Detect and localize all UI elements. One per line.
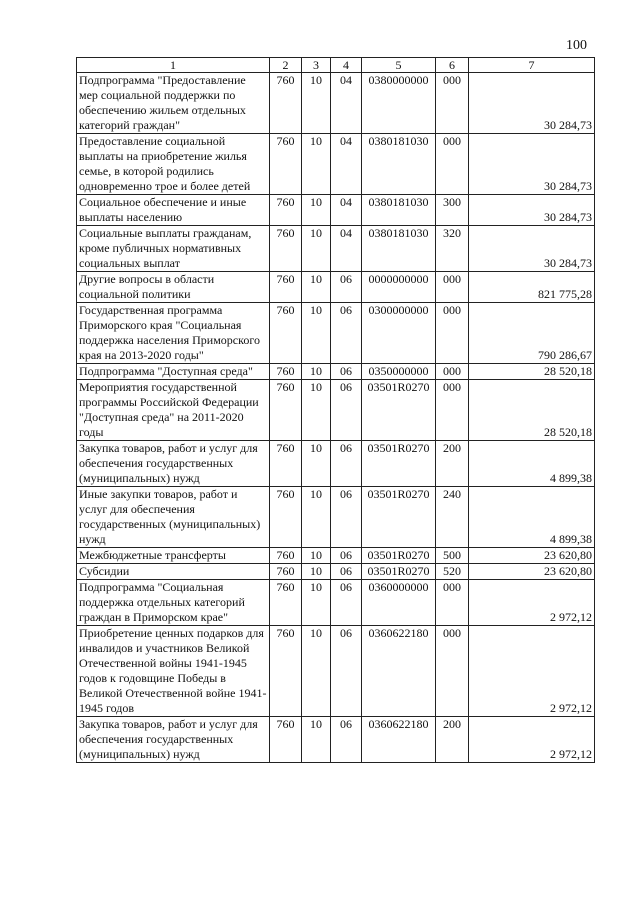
header-col-4: 4	[331, 58, 362, 73]
row-code-subsection: 06	[331, 564, 362, 580]
row-name: Подпрограмма "Доступная среда"	[77, 364, 270, 380]
row-code-expense: 000	[436, 272, 469, 303]
row-name: Социальное обеспечение и иные выплаты населению	[77, 195, 270, 226]
row-code-subsection: 06	[331, 626, 362, 717]
row-code-section: 10	[302, 272, 331, 303]
row-code-admin: 760	[270, 580, 302, 626]
row-code-expense: 000	[436, 380, 469, 441]
row-code-admin: 760	[270, 226, 302, 272]
row-name: Межбюджетные трансферты	[77, 548, 270, 564]
row-amount: 790 286,67	[469, 303, 595, 364]
row-code-target: 0300000000	[362, 303, 436, 364]
table-row	[77, 626, 595, 717]
row-code-target: 03501R0270	[362, 380, 436, 441]
row-code-expense: 000	[436, 364, 469, 380]
row-code-expense: 500	[436, 548, 469, 564]
row-code-admin: 760	[270, 717, 302, 763]
row-code-section: 10	[302, 441, 331, 487]
row-code-section: 10	[302, 134, 331, 195]
row-code-section: 10	[302, 303, 331, 364]
row-code-subsection: 04	[331, 134, 362, 195]
row-name: Приобретение ценных подарков для инвалидов и участников Великой Отечественной войны 1941-1945 годов к годовщине Победы в Великой Отечественной войне 1941-1945 годов	[77, 626, 270, 717]
row-amount: 30 284,73	[469, 134, 595, 195]
row-code-target: 03501R0270	[362, 487, 436, 548]
row-code-target: 0350000000	[362, 364, 436, 380]
row-code-subsection: 04	[331, 73, 362, 134]
row-code-subsection: 06	[331, 364, 362, 380]
row-code-target: 0380000000	[362, 73, 436, 134]
row-code-expense: 000	[436, 134, 469, 195]
row-code-expense: 320	[436, 226, 469, 272]
row-code-admin: 760	[270, 364, 302, 380]
row-code-target: 0000000000	[362, 272, 436, 303]
table-row	[77, 380, 595, 441]
row-code-expense: 000	[436, 303, 469, 364]
row-code-target: 0360622180	[362, 717, 436, 763]
row-code-target: 0360000000	[362, 580, 436, 626]
row-amount: 30 284,73	[469, 195, 595, 226]
row-code-section: 10	[302, 73, 331, 134]
header-col-5: 5	[362, 58, 436, 73]
header-col-3: 3	[302, 58, 331, 73]
page-number: 100	[566, 38, 587, 53]
row-code-section: 10	[302, 226, 331, 272]
budget-table	[76, 57, 595, 763]
row-code-admin: 760	[270, 303, 302, 364]
row-name: Государственная программа Приморского края "Социальная поддержка населения Приморского края на 2013-2020 годы"	[77, 303, 270, 364]
table-row	[77, 717, 595, 763]
table-row	[77, 226, 595, 272]
row-code-expense: 000	[436, 626, 469, 717]
row-code-section: 10	[302, 364, 331, 380]
row-code-section: 10	[302, 548, 331, 564]
row-code-target: 03501R0270	[362, 564, 436, 580]
row-code-subsection: 04	[331, 226, 362, 272]
table-row	[77, 73, 595, 134]
row-code-admin: 760	[270, 626, 302, 717]
row-code-target: 0360622180	[362, 626, 436, 717]
row-code-admin: 760	[270, 195, 302, 226]
row-code-subsection: 06	[331, 487, 362, 548]
header-col-6: 6	[436, 58, 469, 73]
row-code-subsection: 06	[331, 272, 362, 303]
row-code-expense: 200	[436, 441, 469, 487]
row-code-expense: 000	[436, 580, 469, 626]
row-code-section: 10	[302, 380, 331, 441]
row-amount: 23 620,80	[469, 564, 595, 580]
row-amount: 4 899,38	[469, 487, 595, 548]
table-row	[77, 364, 595, 380]
row-code-section: 10	[302, 487, 331, 548]
row-code-expense: 000	[436, 73, 469, 134]
row-code-subsection: 06	[331, 548, 362, 564]
row-name: Закупка товаров, работ и услуг для обеспечения государственных (муниципальных) нужд	[77, 441, 270, 487]
row-code-subsection: 04	[331, 195, 362, 226]
row-code-section: 10	[302, 626, 331, 717]
row-code-expense: 300	[436, 195, 469, 226]
header-col-1: 1	[77, 58, 270, 73]
row-code-target: 0380181030	[362, 134, 436, 195]
row-code-target: 0380181030	[362, 195, 436, 226]
row-amount: 23 620,80	[469, 548, 595, 564]
row-code-admin: 760	[270, 564, 302, 580]
row-amount: 28 520,18	[469, 364, 595, 380]
table-row	[77, 195, 595, 226]
table-row	[77, 487, 595, 548]
row-name: Субсидии	[77, 564, 270, 580]
row-amount: 30 284,73	[469, 73, 595, 134]
row-code-subsection: 06	[331, 303, 362, 364]
row-code-subsection: 06	[331, 717, 362, 763]
row-code-section: 10	[302, 717, 331, 763]
row-name: Подпрограмма "Предоставление мер социальной поддержки по обеспечению жильем отдельных категорий граждан"	[77, 73, 270, 134]
table-row	[77, 580, 595, 626]
table-row	[77, 134, 595, 195]
row-code-admin: 760	[270, 73, 302, 134]
row-amount: 2 972,12	[469, 626, 595, 717]
row-amount: 30 284,73	[469, 226, 595, 272]
row-code-admin: 760	[270, 487, 302, 548]
header-col-7: 7	[469, 58, 595, 73]
row-code-expense: 520	[436, 564, 469, 580]
row-amount: 28 520,18	[469, 380, 595, 441]
row-code-subsection: 06	[331, 380, 362, 441]
row-code-target: 0380181030	[362, 226, 436, 272]
row-code-expense: 200	[436, 717, 469, 763]
row-name: Мероприятия государственной программы Российской Федерации "Доступная среда" на 2011-2020 годы	[77, 380, 270, 441]
row-amount: 2 972,12	[469, 717, 595, 763]
row-code-subsection: 06	[331, 580, 362, 626]
row-name: Социальные выплаты гражданам, кроме публичных нормативных социальных выплат	[77, 226, 270, 272]
row-code-admin: 760	[270, 548, 302, 564]
row-code-admin: 760	[270, 134, 302, 195]
row-code-target: 03501R0270	[362, 441, 436, 487]
row-name: Закупка товаров, работ и услуг для обеспечения государственных (муниципальных) нужд	[77, 717, 270, 763]
row-amount: 4 899,38	[469, 441, 595, 487]
table-row	[77, 548, 595, 564]
table-row	[77, 272, 595, 303]
table-row	[77, 441, 595, 487]
row-code-admin: 760	[270, 272, 302, 303]
header-row	[77, 58, 595, 73]
row-code-admin: 760	[270, 380, 302, 441]
row-code-section: 10	[302, 580, 331, 626]
row-code-subsection: 06	[331, 441, 362, 487]
row-name: Иные закупки товаров, работ и услуг для обеспечения государственных (муниципальных) нужд	[77, 487, 270, 548]
row-code-target: 03501R0270	[362, 548, 436, 564]
row-name: Другие вопросы в области социальной политики	[77, 272, 270, 303]
table-row	[77, 303, 595, 364]
header-col-2: 2	[270, 58, 302, 73]
table-row	[77, 564, 595, 580]
row-name: Подпрограмма "Социальная поддержка отдельных категорий граждан в Приморском крае"	[77, 580, 270, 626]
row-name: Предоставление социальной выплаты на приобретение жилья семье, в которой родились одновременно трое и более детей	[77, 134, 270, 195]
row-code-expense: 240	[436, 487, 469, 548]
row-code-admin: 760	[270, 441, 302, 487]
row-amount: 2 972,12	[469, 580, 595, 626]
row-code-section: 10	[302, 564, 331, 580]
row-code-section: 10	[302, 195, 331, 226]
row-amount: 821 775,28	[469, 272, 595, 303]
